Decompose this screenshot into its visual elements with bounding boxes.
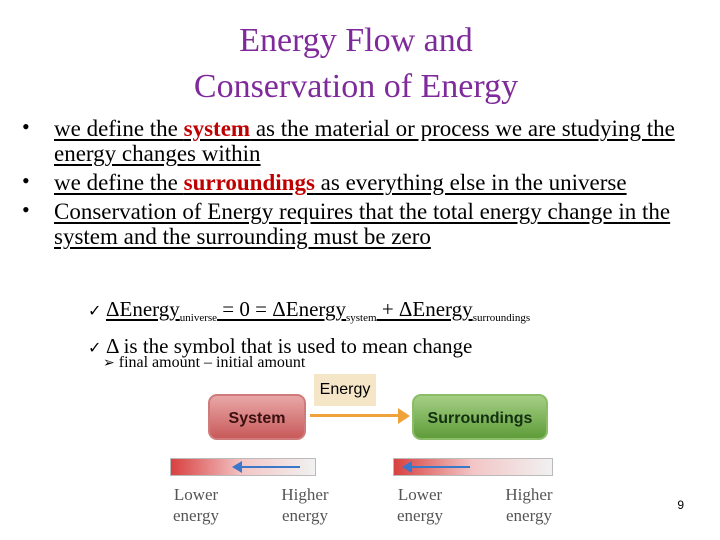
bullet-surroundings (18, 170, 708, 195)
energy-arrow (310, 414, 400, 417)
bullet-system (18, 116, 708, 166)
right-lower-energy-label: Lower energy (397, 485, 443, 525)
slide-title (0, 18, 720, 110)
system-decrease-arrow (240, 466, 300, 468)
bullet-dot-icon: • (22, 197, 30, 222)
left-lower-energy-label: Lower energy (173, 485, 219, 525)
bullet-text: as the material or process we are studying the energy changes within (54, 116, 675, 166)
energy-label: Energy (314, 374, 376, 406)
energy-flow-diagram (160, 372, 560, 532)
bullet-dot-icon: • (22, 168, 30, 193)
left-higher-energy-label: Higher energy (281, 485, 329, 525)
right-higher-energy-label: Higher energy (505, 485, 553, 525)
bullet-dot-icon: • (22, 114, 30, 139)
arrow-head-icon (398, 408, 410, 424)
bullet-text: as everything else in the universe (314, 170, 627, 195)
delta-note-text: Δ is the symbol that is used to mean change (106, 334, 473, 358)
arrow-left-icon (232, 461, 242, 473)
eq-term: + ΔEnergy (376, 297, 473, 321)
eq-subscript: system (346, 312, 377, 324)
keyword-surroundings: surroundings (183, 170, 315, 195)
page-number: 9 (677, 498, 684, 512)
eq-subscript: universe (179, 312, 218, 324)
bullet-conservation (18, 199, 708, 249)
bullet-text: Conservation of Energy requires that the total energy change in the system and the surrounding must be zero (54, 199, 671, 249)
bullet-text: we define the (54, 116, 184, 141)
checkmark-icon: ✓ (88, 303, 102, 320)
eq-term: ΔEnergy (106, 297, 180, 321)
title-line-1: Energy Flow and (239, 22, 473, 59)
equation-line (88, 297, 530, 330)
system-box: System (208, 394, 306, 440)
checkmark-icon: ✓ (88, 340, 102, 357)
eq-subscript: surroundings (472, 312, 531, 324)
title-line-2: Conservation of Energy (193, 68, 519, 105)
arrow-left-icon (402, 461, 412, 473)
keyword-system: system (183, 116, 251, 141)
surroundings-box: Surroundings (412, 394, 548, 440)
sub-sub-bullet (103, 354, 305, 372)
eq-term: = 0 = ΔEnergy (217, 297, 346, 321)
sub-note-text: final amount – initial amount (118, 354, 306, 371)
arrow-bullet-icon: ➢ (103, 356, 115, 371)
bullet-text: we define the (54, 170, 184, 195)
bullet-list (18, 116, 708, 253)
surroundings-increase-arrow (410, 466, 470, 468)
